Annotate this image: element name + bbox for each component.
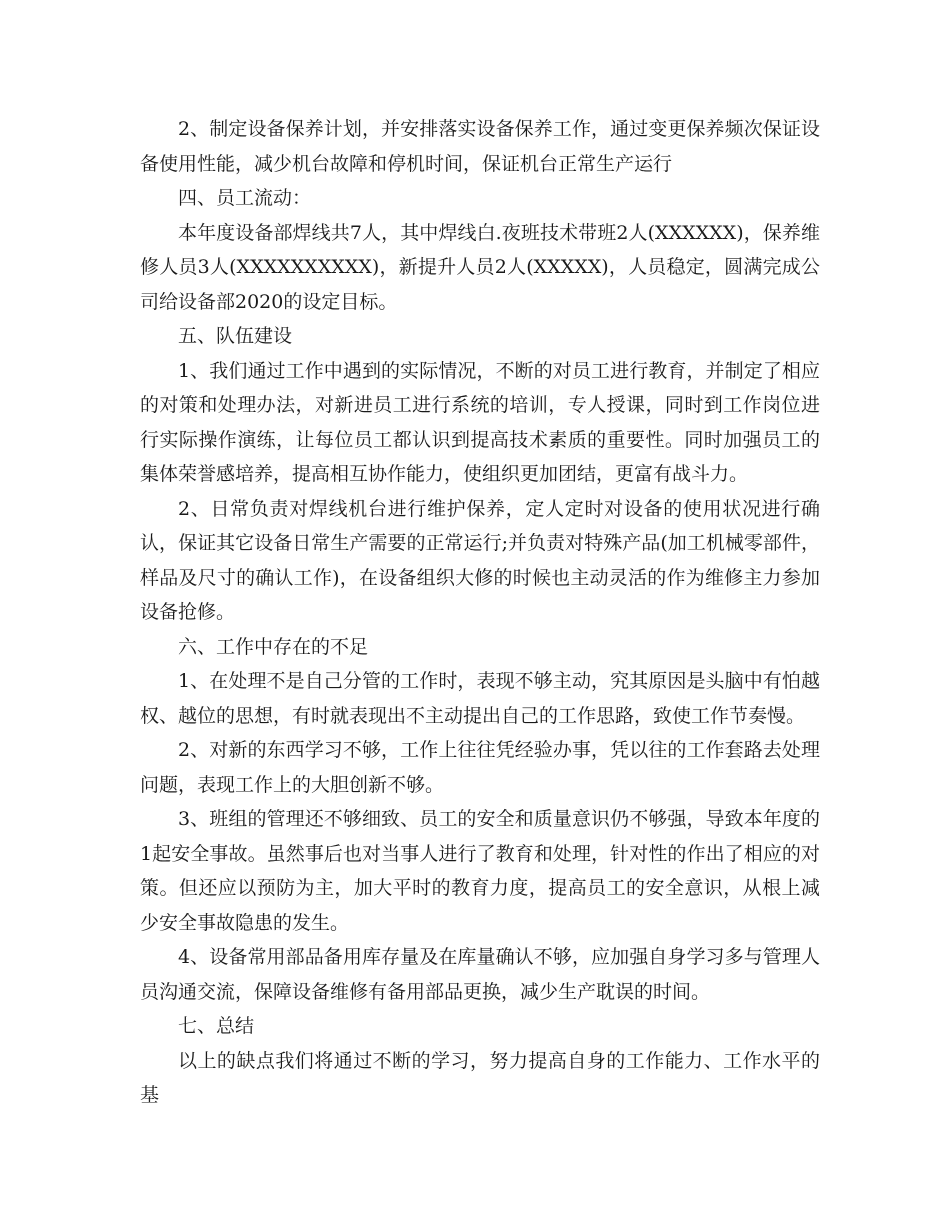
paragraph-team-building-2: 2、日常负责对焊线机台进行维护保养，定人定时对设备的使用状况进行确认，保证其它设备日常生产需要的正常运行;并负责对特殊产品(加工机械零部件，样品及尺寸的确认工作)，在设备组织大修的时候也主动灵活的作为维修主力参加设备抢修。 [140, 497, 820, 623]
document-body [140, 112, 820, 1113]
heading-staff-flow: 四、员工流动： [178, 187, 312, 209]
paragraph-shortcoming-2: 2、对新的东西学习不够，工作上往往凭经验办事，凭以往的工作套路去处理问题，表现工作上的大胆创新不够。 [140, 739, 820, 796]
heading-shortcomings: 六、工作中存在的不足 [178, 635, 369, 658]
paragraph-shortcoming-3: 3、班组的管理还不够细致、员工的安全和质量意识仍不够强，导致本年度的1起安全事故。虽然事后也对当事人进行了教育和处理，针对性的作出了相应的对策。但还应以预防为主，加大平时的教育力度，提高员工的安全意识，从根上减少安全事故隐患的发生。 [140, 808, 820, 934]
paragraph-team-building-1: 1、我们通过工作中遇到的实际情况，不断的对员工进行教育，并制定了相应的对策和处理办法，对新进员工进行系统的培训，专人授课，同时到工作岗位进行实际操作演练，让每位员工都认识到提高技术素质的重要性。同时加强员工的集体荣誉感培养，提高相互协作能力，使组织更加团结，更富有战斗力。 [140, 359, 820, 485]
heading-summary: 七、总结 [178, 1015, 255, 1037]
heading-team-building: 五、队伍建设 [178, 325, 293, 347]
paragraph-shortcoming-4: 4、设备常用部品备用库存量及在库量确认不够，应加强自身学习多与管理人员沟通交流，保障设备维修有备用部品更换，减少生产耽误的时间。 [140, 946, 820, 1003]
paragraph-summary: 以上的缺点我们将通过不断的学习，努力提高自身的工作能力、工作水平的基 [140, 1049, 820, 1106]
paragraph-maintenance-plan: 2、制定设备保养计划，并安排落实设备保养工作，通过变更保养频次保证设备使用性能，减少机台故障和停机时间，保证机台正常生产运行 [140, 118, 820, 175]
paragraph-shortcoming-1: 1、在处理不是自己分管的工作时，表现不够主动，究其原因是头脑中有怕越权、越位的思想，有时就表现出不主动提出自己的工作思路，致使工作节奏慢。 [140, 670, 820, 727]
paragraph-staff-flow: 本年度设备部焊线共7人，其中焊线白.夜班技术带班2人(XXXXXX)，保养维修人员3人(XXXXXXXXXX)，新提升人员2人(XXXXX)，人员稳定，圆满完成公司给设备部2020的设定目标。 [140, 221, 820, 313]
